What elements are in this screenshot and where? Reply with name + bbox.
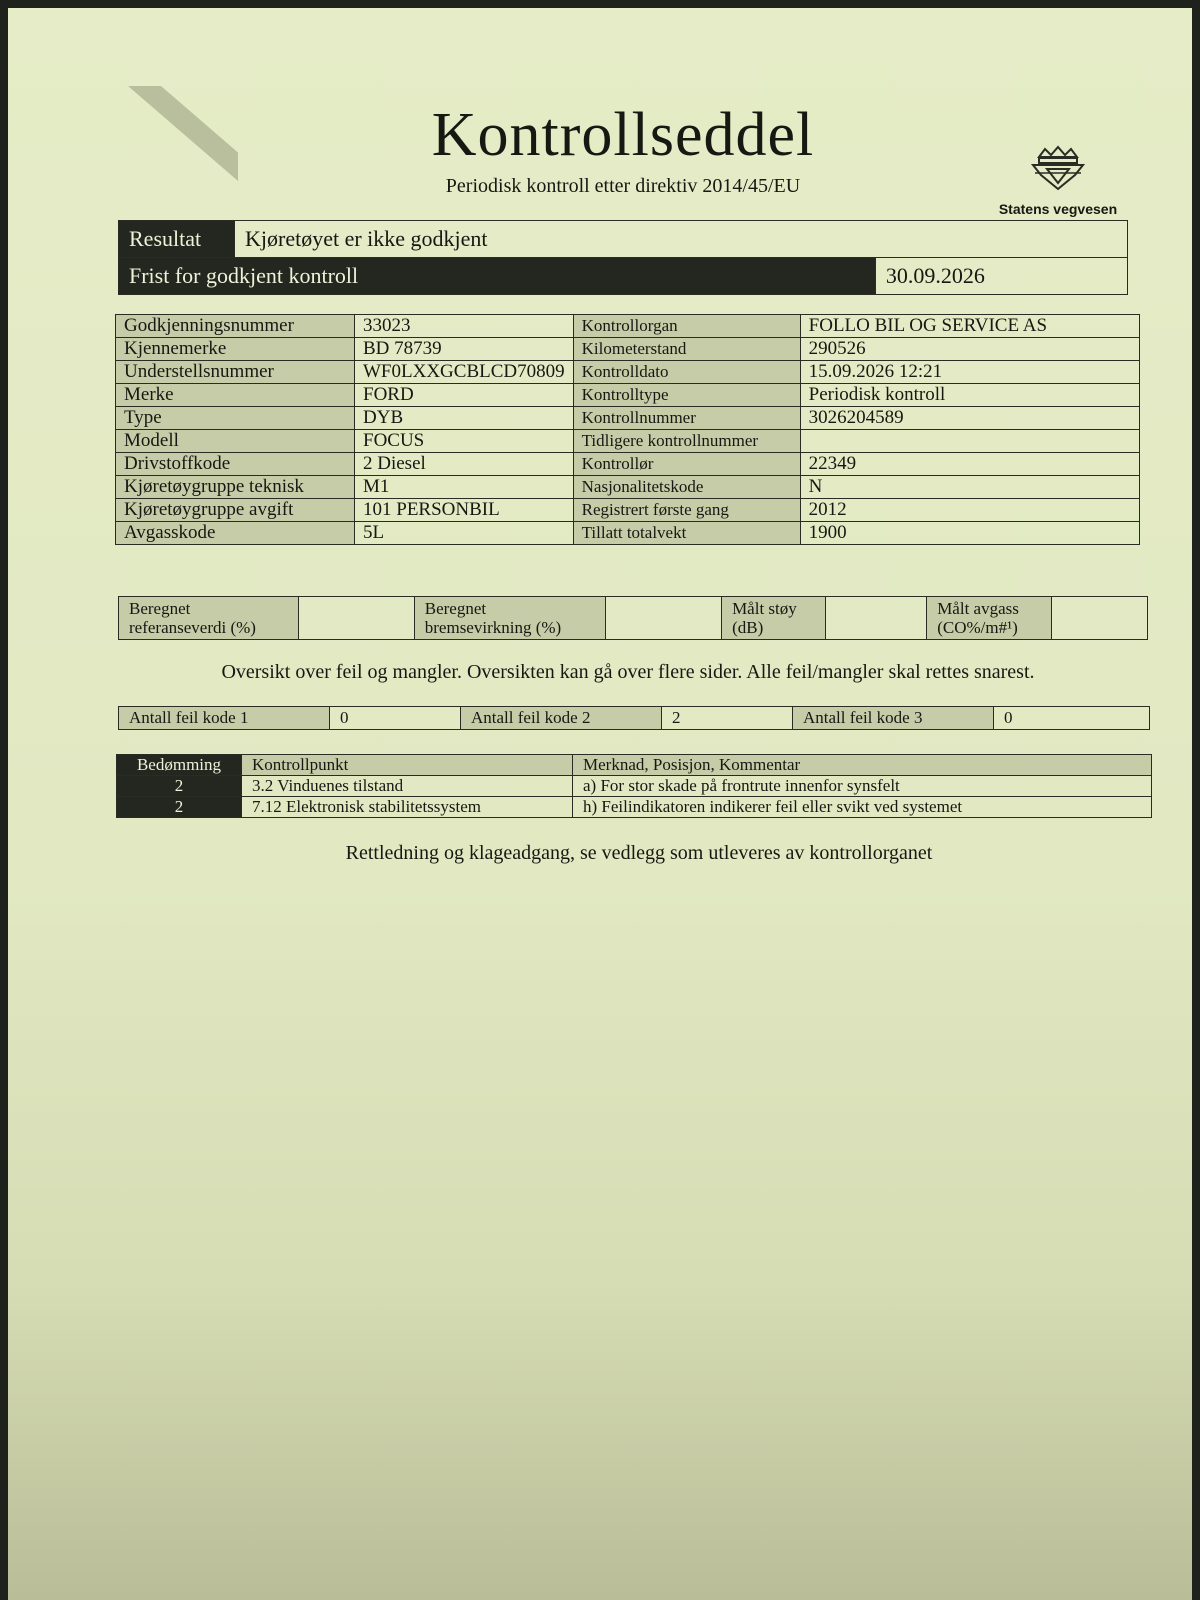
statens-vegvesen-logo xyxy=(998,143,1118,217)
row-value: M1 xyxy=(355,476,574,499)
row-value: 2 Diesel xyxy=(355,453,574,476)
defect-table xyxy=(116,754,1152,818)
defect-grade: 2 xyxy=(117,776,242,797)
row-label: Avgasskode xyxy=(116,522,355,545)
row-label: Understellsnummer xyxy=(116,361,355,384)
row-label-2: Registrert første gang xyxy=(573,499,800,522)
row-value-2: 3026204589 xyxy=(800,407,1139,430)
defect-count-table xyxy=(118,706,1150,730)
row-value: FORD xyxy=(355,384,574,407)
brake-effect-label: Beregnet bremsevirkning (%) xyxy=(414,597,605,640)
row-label: Kjøretøygruppe avgift xyxy=(116,499,355,522)
code3-label: Antall feil kode 3 xyxy=(793,707,994,730)
crown-shield-icon xyxy=(1027,143,1089,193)
vehicle-row xyxy=(116,315,1140,338)
row-label-2: Kilometerstand xyxy=(573,338,800,361)
document-subtitle: Periodisk kontroll etter direktiv 2014/45/EU xyxy=(445,175,801,197)
defect-comment: h) Feilindikatoren indikerer feil eller svikt ved systemet xyxy=(573,797,1152,818)
row-value: 33023 xyxy=(355,315,574,338)
row-value: 5L xyxy=(355,522,574,545)
measurement-table xyxy=(118,596,1148,640)
deadline-value: 30.09.2026 xyxy=(875,258,1127,295)
table-row xyxy=(117,776,1152,797)
defect-point: 3.2 Vinduenes tilstand xyxy=(242,776,573,797)
vehicle-row xyxy=(116,384,1140,407)
footer-text: Rettledning og klageadgang, se vedlegg som utleveres av kontrollorganet xyxy=(345,842,933,864)
code2-value: 2 xyxy=(662,707,793,730)
row-label-2: Kontrolldato xyxy=(573,361,800,384)
code2-label: Antall feil kode 2 xyxy=(461,707,662,730)
row-label: Modell xyxy=(116,430,355,453)
vehicle-row xyxy=(116,453,1140,476)
row-value-2: 1900 xyxy=(800,522,1139,545)
exhaust-value xyxy=(1052,597,1148,640)
result-value: Kjøretøyet er ikke godkjent xyxy=(235,221,1128,258)
exhaust-label: Målt avgass (CO%/m#¹) xyxy=(927,597,1052,640)
document-title: Kontrollseddel xyxy=(431,101,815,169)
row-label: Drivstoffkode xyxy=(116,453,355,476)
row-label: Merke xyxy=(116,384,355,407)
code1-label: Antall feil kode 1 xyxy=(119,707,330,730)
vehicle-row xyxy=(116,499,1140,522)
defect-point: 7.12 Elektronisk stabilitetssystem xyxy=(242,797,573,818)
row-value-2: Periodisk kontroll xyxy=(800,384,1139,407)
logo-name: Statens vegvesen xyxy=(998,201,1118,217)
table-row xyxy=(117,797,1152,818)
defect-comment: a) For stor skade på frontrute innenfor synsfelt xyxy=(573,776,1152,797)
row-value-2 xyxy=(800,430,1139,453)
brake-effect-value xyxy=(606,597,722,640)
code3-value: 0 xyxy=(994,707,1150,730)
row-value: 101 PERSONBIL xyxy=(355,499,574,522)
deadline-label: Frist for godkjent kontroll xyxy=(119,258,876,295)
row-value-2: 2012 xyxy=(800,499,1139,522)
vehicle-info-table xyxy=(115,314,1140,545)
point-header: Kontrollpunkt xyxy=(242,755,573,776)
row-value: BD 78739 xyxy=(355,338,574,361)
result-table xyxy=(118,220,1128,295)
row-label: Godkjenningsnummer xyxy=(116,315,355,338)
row-value-2: 290526 xyxy=(800,338,1139,361)
defect-grade: 2 xyxy=(117,797,242,818)
row-value-2: 15.09.2026 12:21 xyxy=(800,361,1139,384)
inspection-sheet xyxy=(8,8,1192,1600)
row-value: WF0LXXGCBLCD70809 xyxy=(355,361,574,384)
vehicle-row xyxy=(116,407,1140,430)
vehicle-row xyxy=(116,476,1140,499)
row-label-2: Kontrolltype xyxy=(573,384,800,407)
row-value-2: N xyxy=(800,476,1139,499)
overview-text: Oversikt over feil og mangler. Oversikten kan gå over flere sider. Alle feil/mangler skal rettes snarest. xyxy=(221,661,1035,683)
noise-label: Målt støy (dB) xyxy=(722,597,826,640)
vehicle-row xyxy=(116,430,1140,453)
vehicle-row xyxy=(116,338,1140,361)
row-value: FOCUS xyxy=(355,430,574,453)
vehicle-row xyxy=(116,361,1140,384)
vehicle-row xyxy=(116,522,1140,545)
row-label-2: Kontrollnummer xyxy=(573,407,800,430)
row-label-2: Nasjonalitetskode xyxy=(573,476,800,499)
row-value-2: 22349 xyxy=(800,453,1139,476)
grade-header: Bedømming xyxy=(117,755,242,776)
row-label-2: Tidligere kontrollnummer xyxy=(573,430,800,453)
code1-value: 0 xyxy=(330,707,461,730)
row-label: Kjennemerke xyxy=(116,338,355,361)
result-label: Resultat xyxy=(119,221,235,258)
noise-value xyxy=(826,597,927,640)
row-label: Type xyxy=(116,407,355,430)
row-label-2: Tillatt totalvekt xyxy=(573,522,800,545)
row-label: Kjøretøygruppe teknisk xyxy=(116,476,355,499)
row-label-2: Kontrollorgan xyxy=(573,315,800,338)
row-value: DYB xyxy=(355,407,574,430)
row-value-2: FOLLO BIL OG SERVICE AS xyxy=(800,315,1139,338)
row-label-2: Kontrollør xyxy=(573,453,800,476)
defect-header-row xyxy=(117,755,1152,776)
comment-header: Merknad, Posisjon, Kommentar xyxy=(573,755,1152,776)
reference-value xyxy=(298,597,414,640)
reference-value-label: Beregnet referanseverdi (%) xyxy=(119,597,299,640)
